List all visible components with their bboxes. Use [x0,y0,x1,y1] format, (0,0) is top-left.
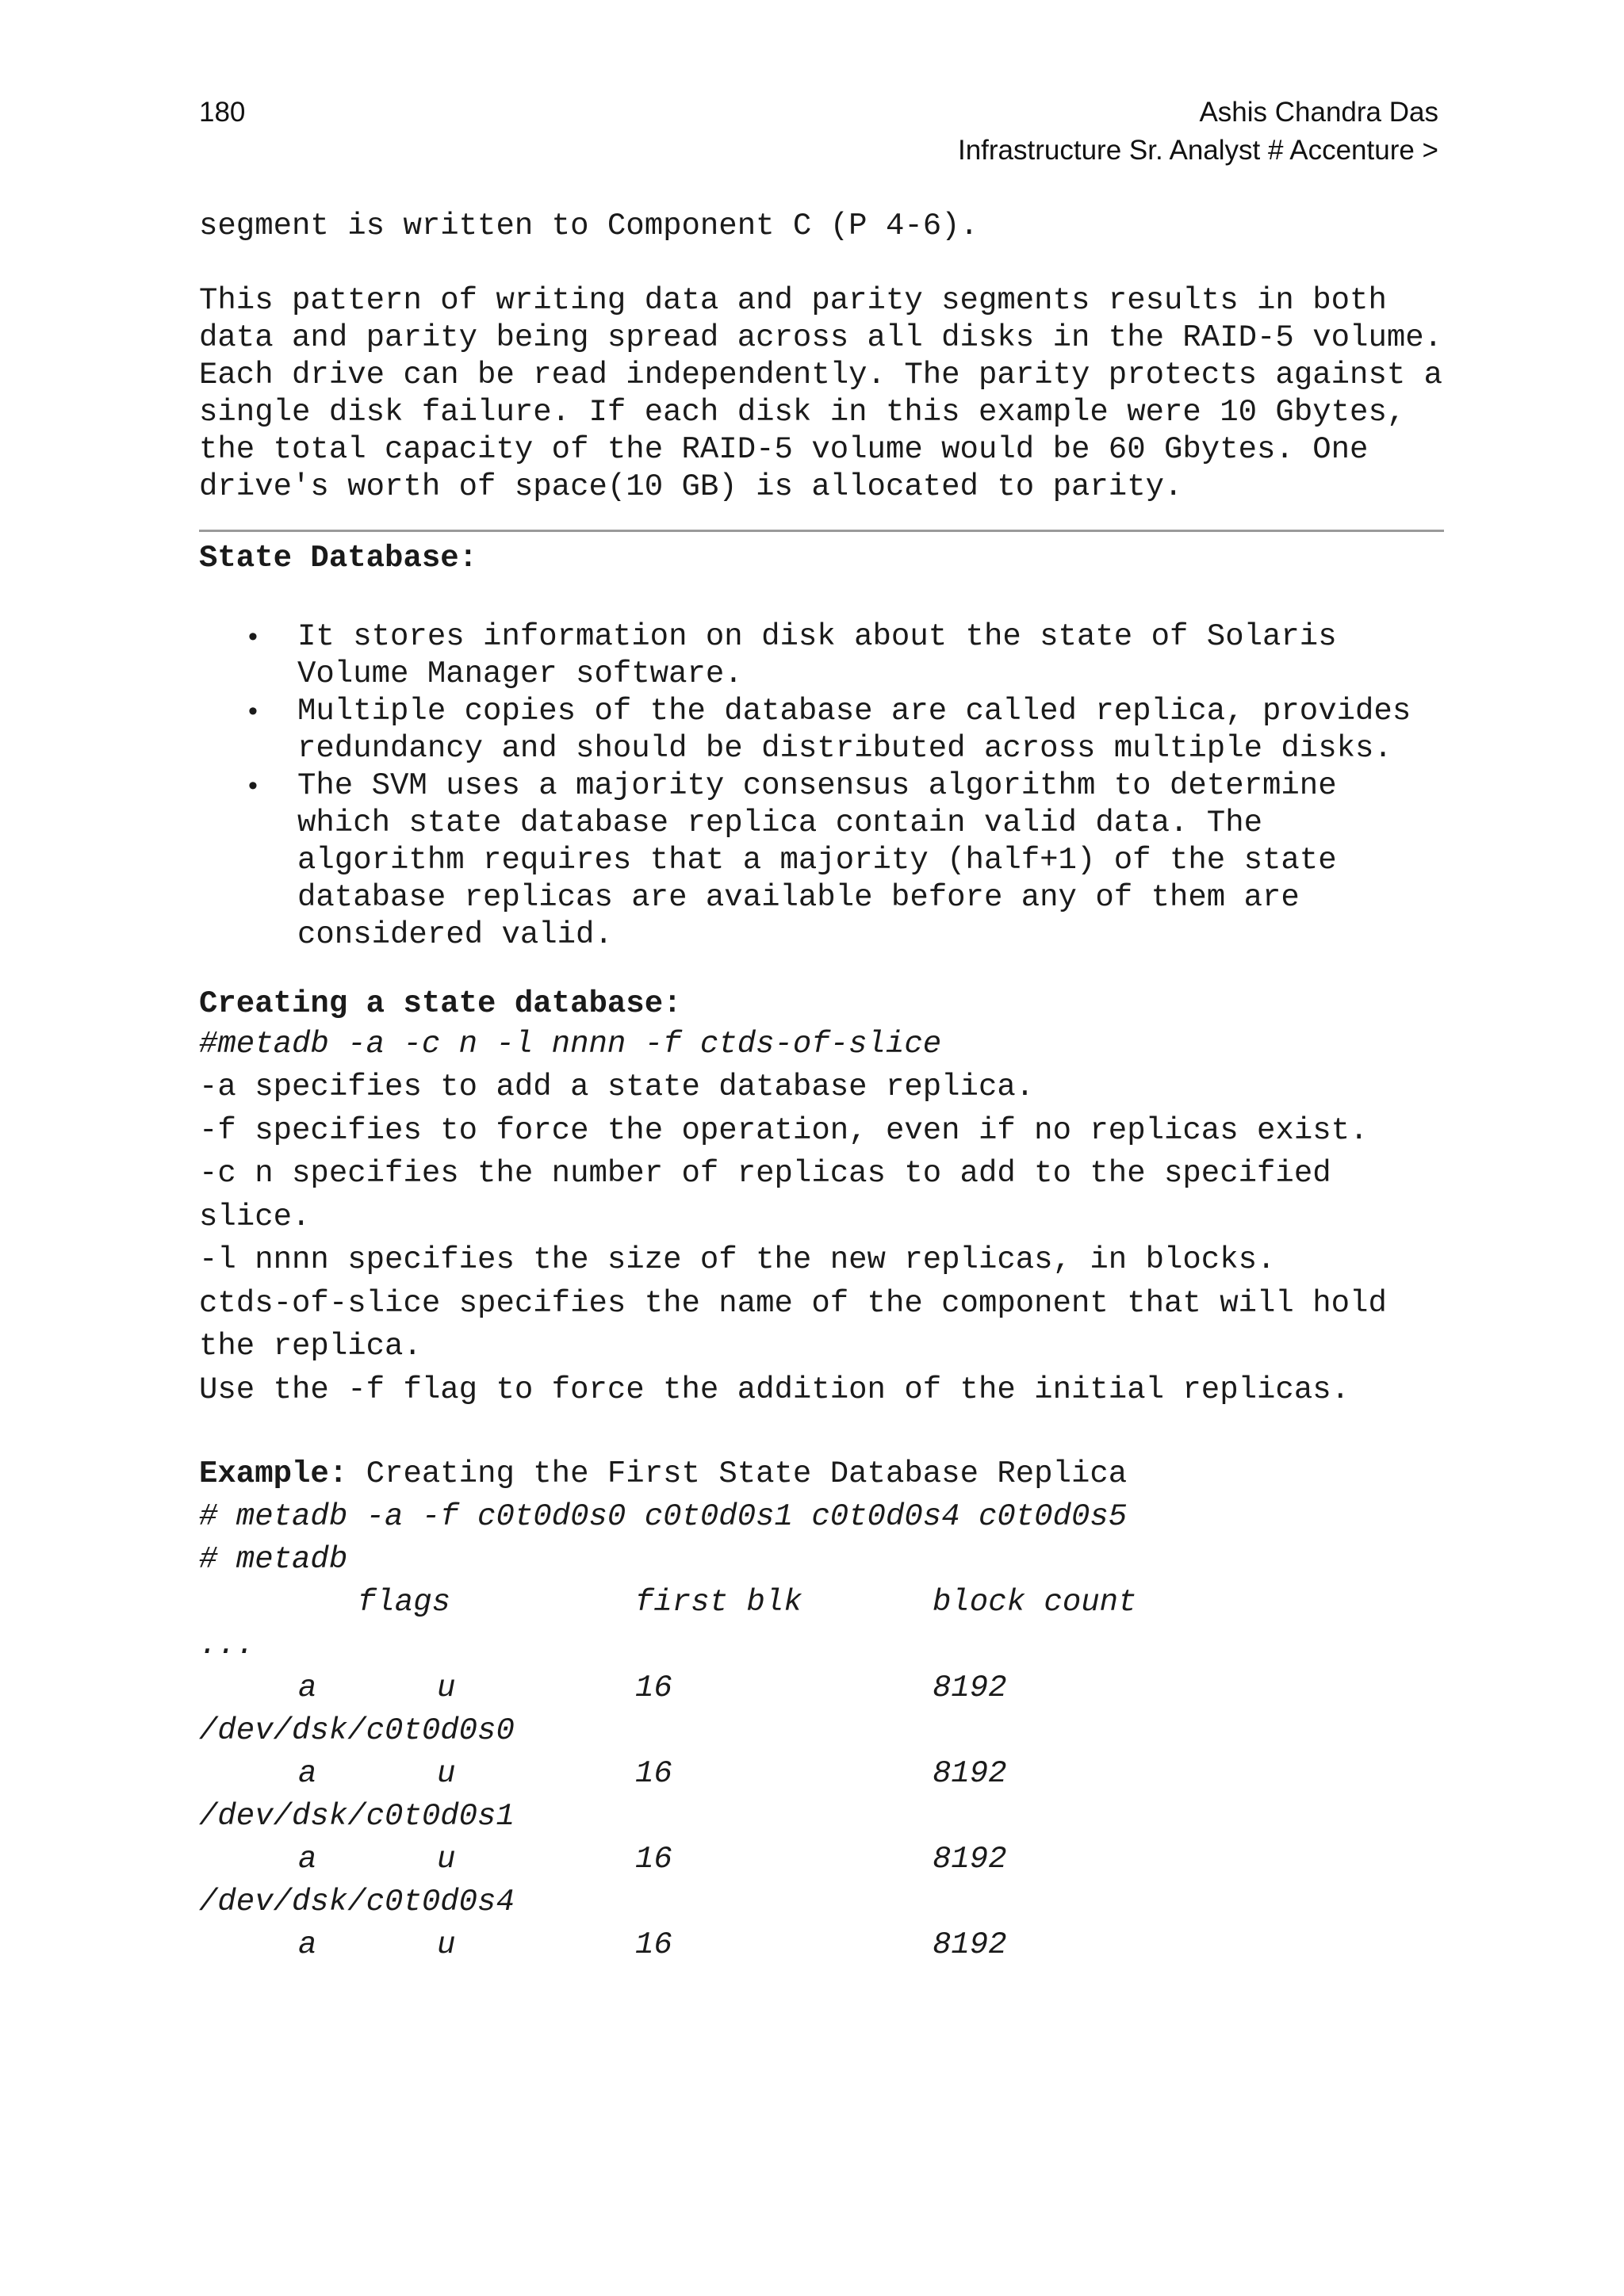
table-row [199,1923,1444,1966]
flag-u: u [437,1842,456,1877]
device-path: /dev/dsk/c0t0d0s4 [199,1885,515,1919]
list-item [199,618,1444,693]
intro-line: segment is written to Component C (P 4-6). [199,209,979,243]
option-line: ctds-of-slice specifies the name of the component that will hold the replica. [199,1285,1406,1364]
example-label: Example: [199,1456,348,1491]
page-number: 180 [199,97,246,128]
option-line: -l nnnn specifies the size of the new replicas, in blocks. [199,1242,1276,1277]
block-count-value: 8192 [933,1927,1007,1962]
header-role: Infrastructure Sr. Analyst # Accenture > [957,135,1438,166]
creating-heading: Creating a state database: [199,986,682,1021]
section-divider [199,530,1444,532]
flag-u: u [437,1927,456,1962]
metadb-add-command: # metadb -a -f c0t0d0s0 c0t0d0s1 c0t0d0s4 c0t0d0s5 [199,1499,1128,1534]
option-line: -f specifies to force the operation, even if no replicas exist. [199,1112,1369,1148]
metadb-list-command: # metadb [199,1542,348,1577]
list-item [199,693,1444,767]
state-database-heading: State Database: [199,541,478,576]
flag-a: a [298,1670,317,1705]
option-descriptions [199,1066,1444,1411]
bullet-icon: • [248,622,258,652]
page-body [199,208,1461,1966]
column-header-block-count: block count [933,1585,1137,1620]
bullet-icon: • [248,696,258,726]
table-header [199,1581,1444,1624]
device-row [199,1709,1444,1752]
metadb-output [199,1581,1444,1966]
list-item-text: It stores information on disk about the state of Solaris Volume Manager software. [297,619,1337,691]
table-row [199,1667,1444,1709]
device-path: /dev/dsk/c0t0d0s1 [199,1799,515,1834]
table-row [199,1838,1444,1881]
column-header-first-blk: first blk [635,1585,802,1620]
flag-a: a [298,1927,317,1962]
list-item [199,767,1444,954]
flag-u: u [437,1670,456,1705]
example-title: Creating the First State Database Replica [366,1456,1128,1491]
option-line: -c n specifies the number of replicas to add to the specified slice. [199,1156,1350,1234]
device-path: /dev/dsk/c0t0d0s0 [199,1713,515,1748]
device-row [199,1795,1444,1838]
block-count-value: 8192 [933,1670,1007,1705]
device-row [199,1881,1444,1923]
raid-paragraph: This pattern of writing data and parity segments results in both data and parity being spread across all disks in the RAID-5 volume. Each drive can be read independently. The parity protects against a single disk failure. If each disk in this example were 10 Gbytes, the total capacity of the RAID-5 volume would be 60 Gbytes. One drive's worth of space(10 GB) is allocated to parity. [199,283,1461,504]
option-line: Use the -f flag to force the addition of the initial replicas. [199,1372,1350,1407]
running-header [958,94,1438,170]
first-blk-value: 16 [635,1842,672,1877]
example-line [199,1452,1444,1495]
list-item-text: Multiple copies of the database are called replica, provides redundancy and should be distributed across multiple disks. [297,694,1411,766]
ellipsis-row [199,1624,1444,1667]
option-line: -a specifies to add a state database replica. [199,1070,1035,1104]
first-blk-value: 16 [635,1670,672,1705]
ellipsis: ... [199,1628,255,1663]
bullet-icon: • [248,771,258,801]
table-row [199,1752,1444,1795]
block-count-value: 8192 [933,1756,1007,1791]
state-database-list [199,618,1444,954]
first-blk-value: 16 [635,1927,672,1962]
header-author: Ashis Chandra Das [1199,97,1438,128]
flag-a: a [298,1756,317,1791]
metadb-syntax: #metadb -a -c n -l nnnn -f ctds-of-slice [199,1027,942,1062]
flag-a: a [298,1842,317,1877]
list-item-text: The SVM uses a majority consensus algorithm to determine which state database replica contain valid data. The algorithm requires that a majority (half+1) of the state database replicas are available before any of them are considered valid. [297,768,1337,952]
block-count-value: 8192 [933,1842,1007,1877]
first-blk-value: 16 [635,1756,672,1791]
column-header-flags: flags [358,1585,451,1620]
flag-u: u [437,1756,456,1791]
